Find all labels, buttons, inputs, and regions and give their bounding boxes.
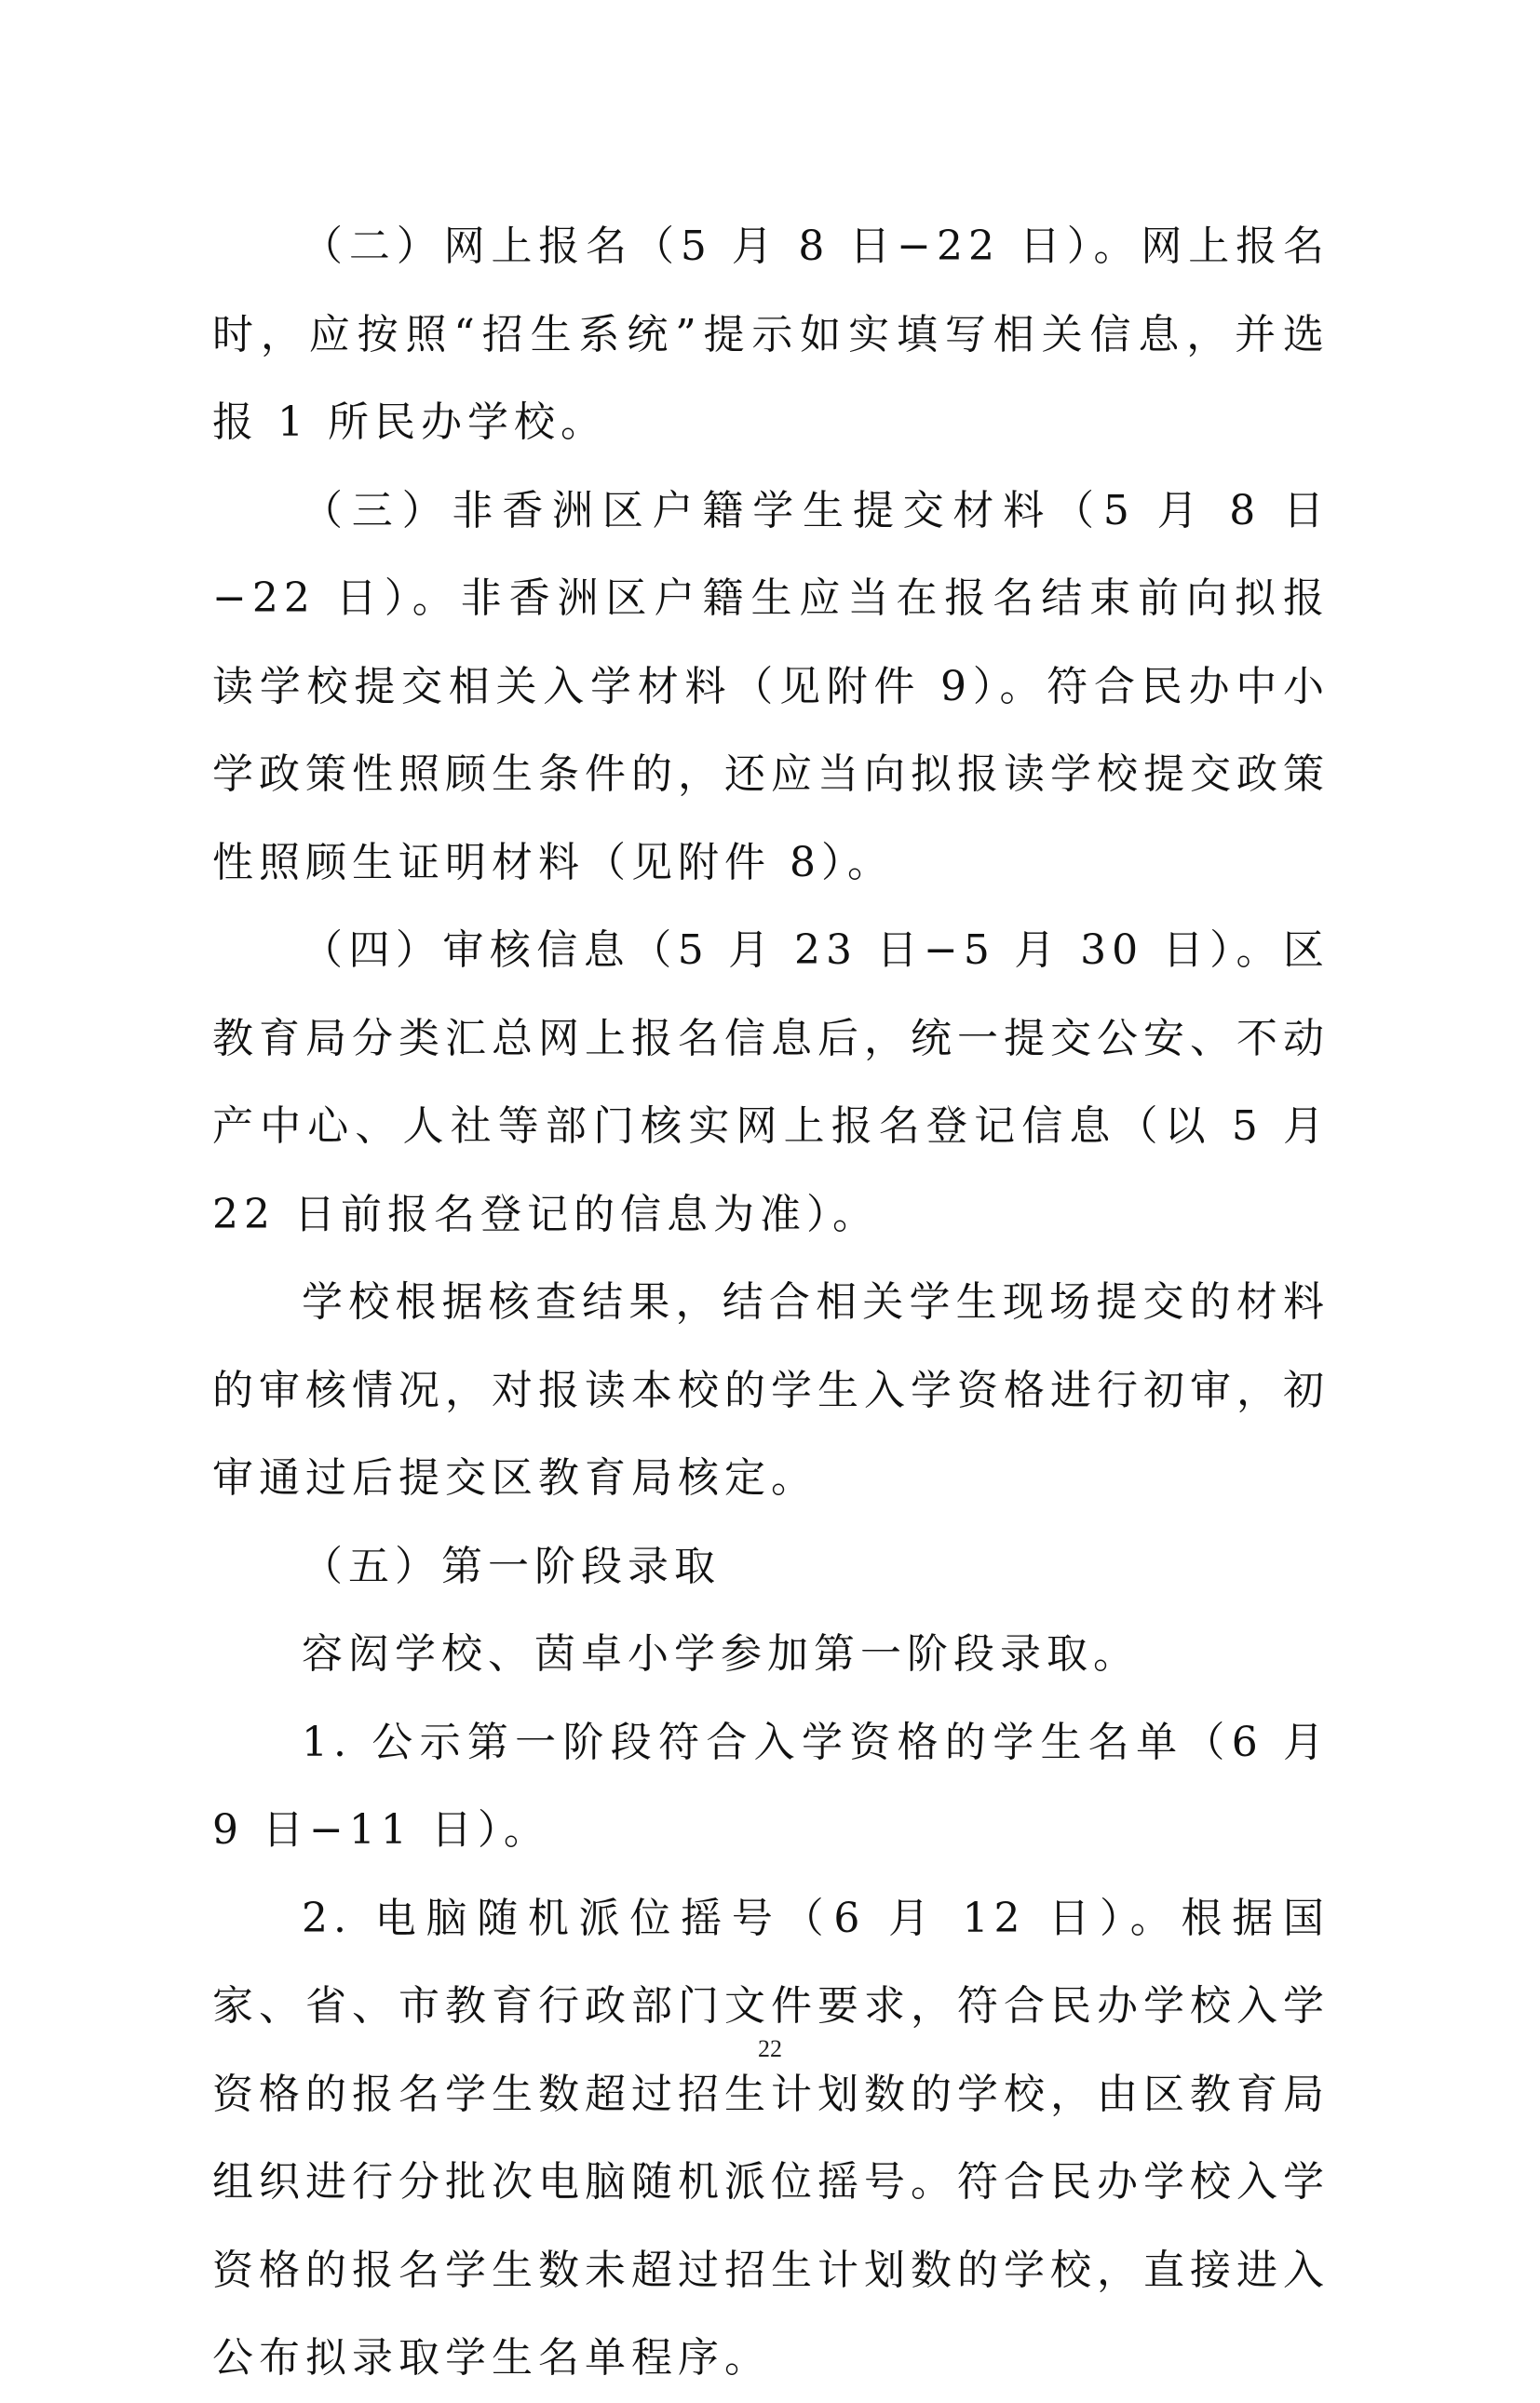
paragraph-publish-eligible-list: 1. 公示第一阶段符合入学资格的学生名单（6 月 9 日−11 日）。: [212, 1718, 1330, 1854]
paragraph-phase-one-schools: 容闳学校、茵卓小学参加第一阶段录取。: [302, 1630, 1140, 1678]
paragraph-random-lottery: 2. 电脑随机派位摇号（6 月 12 日）。根据国家、省、市教育行政部门文件要求，符合民办学校入学资格的报名学生数超过招生计划数的学校，由区教育局组织进行分批次电脑随机派位摇号。符合民办学校入学资格的报名学生数未超过招生计划数的学校，直接进入公布拟录取学生名单程序。: [212, 1894, 1330, 2382]
page-number: 22: [758, 2035, 782, 2062]
paragraph-phase-one-heading: （五）第一阶段录取: [302, 1542, 721, 1590]
paragraph-non-local-materials: （三）非香洲区户籍学生提交材料（5 月 8 日−22 日）。非香洲区户籍生应当在报名结束前向拟报读学校提交相关入学材料（见附件 9）。符合民办中小学政策性照顾生条件的，还应当向拟报读学校提交政策性照顾生证明材料（见附件 8）。: [212, 486, 1330, 886]
paragraph-school-preliminary-review: 学校根据核查结果，结合相关学生现场提交的材料的审核情况，对报读本校的学生入学资格进行初审，初审通过后提交区教育局核定。: [212, 1278, 1330, 1502]
document-body: [212, 203, 1330, 2403]
paragraph-review-info: （四）审核信息（5 月 23 日−5 月 30 日）。区教育局分类汇总网上报名信息后，统一提交公安、不动产中心、人社等部门核实网上报名登记信息（以 5 月 22 日前报名登记的信息为准）。: [212, 926, 1330, 1238]
paragraph-online-registration: （二）网上报名（5 月 8 日−22 日）。网上报名时，应按照“招生系统”提示如实填写相关信息，并选报 1 所民办学校。: [212, 223, 1330, 446]
